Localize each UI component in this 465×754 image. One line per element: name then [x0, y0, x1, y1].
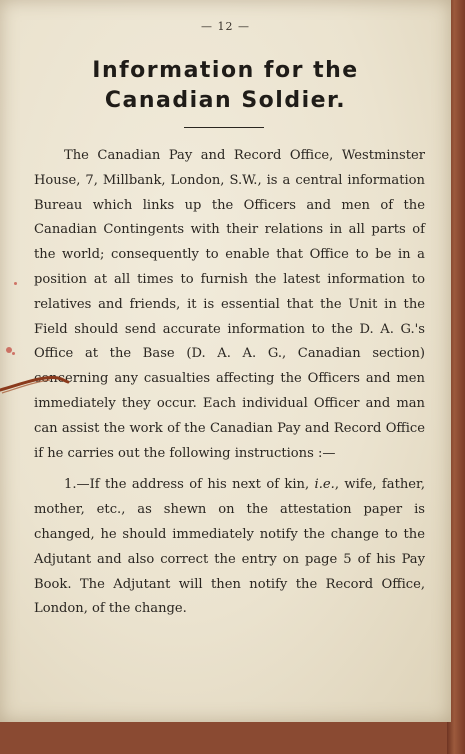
instruction-1-paragraph — [34, 473, 425, 622]
instruction-1-prefix: 1.—If the address of his next of kin, — [64, 477, 315, 493]
binding-thread — [0, 368, 70, 398]
stain-spot — [12, 352, 15, 355]
instruction-1-rest: , wife, father, mother, etc., as shewn on the attestation paper is changed, he should immediately notify the change to the Adjutant and also correct the entry on page 5 of his Pay Book. The Adjutant will then notify the Record Office, London, of the change. — [34, 477, 425, 617]
title-line-2: Canadian Soldier. — [104, 88, 347, 113]
page-title — [20, 56, 431, 116]
page-number: — 12 — — [201, 20, 250, 33]
intro-paragraph: The Canadian Pay and Record Office, Westminster House, 7, Millbank, London, S.W., is a central information Bureau which links up the Officers and men of the Canadian Contingents with their relations in all parts of the world; consequently to enable that Office to be in a position at all times to furnish the latest information to relatives and friends, it is essential that the Unit in the Field should send accurate information to the D. A. G.'s Office at the Base (D. A. A. G., Canadian section) concerning any casualties affecting the Officers and men immediately they occur. Each individual Officer and man can assist the work of the Canadian Pay and Record Office if he carries out the following instructions :— — [34, 148, 425, 461]
instruction-1-ie: i.e. — [314, 477, 335, 493]
title-line-1: Information for the — [92, 58, 359, 83]
stain-spot — [14, 282, 17, 285]
title-divider — [184, 127, 264, 128]
body-text — [34, 144, 425, 622]
